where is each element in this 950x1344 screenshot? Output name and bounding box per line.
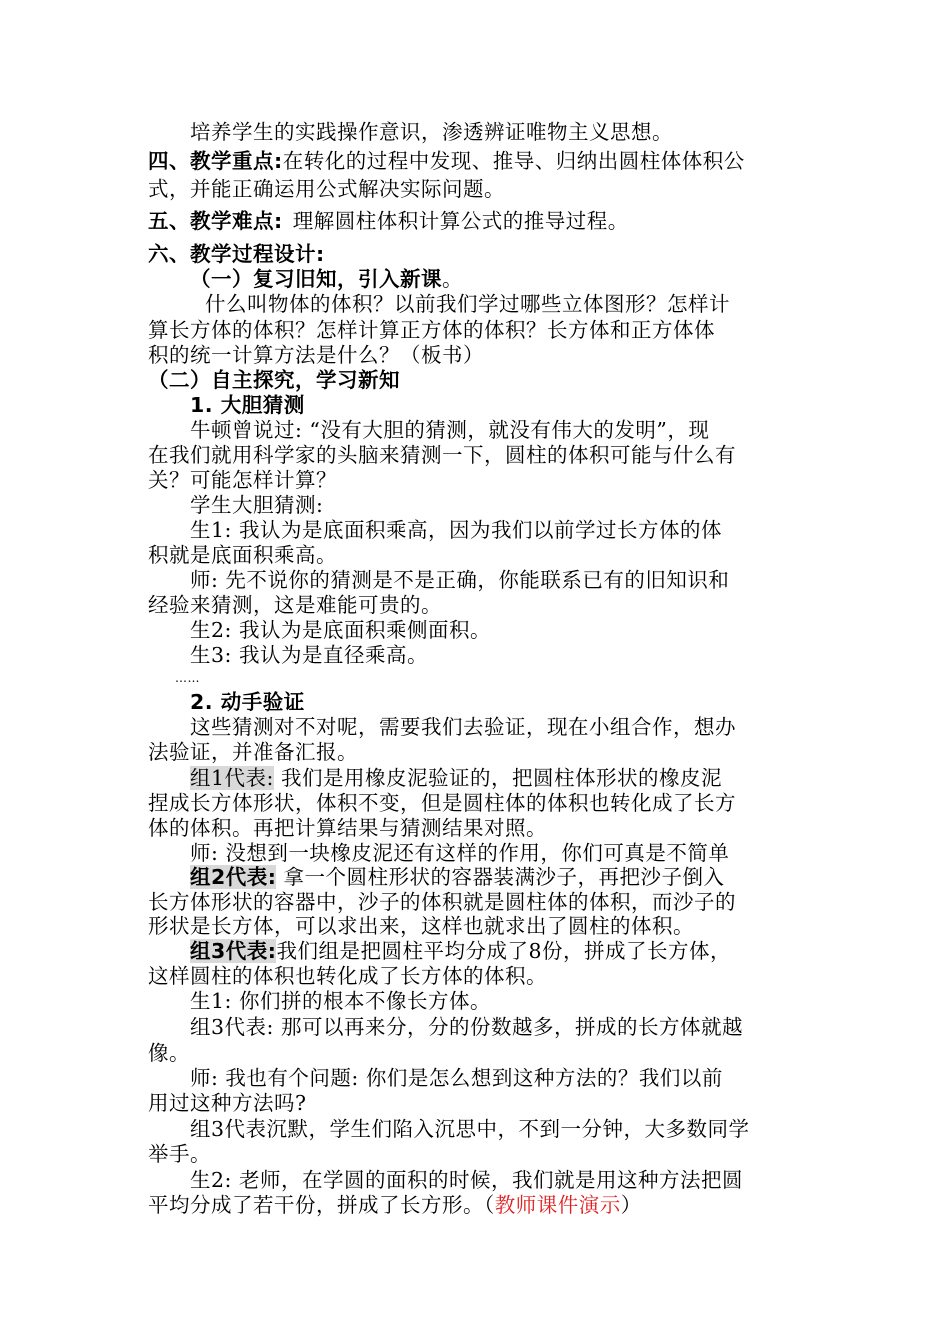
heading-teaching-difficulty (148, 207, 950, 235)
paragraph-line: 用过这种方法吗? (148, 1091, 307, 1115)
paragraph-line: 积就是底面积乘高。 (148, 543, 337, 567)
paragraph-line: 经验来猜测，这是难能可贵的。 (148, 593, 442, 617)
paragraph-line: 生2: 我认为是底面积乘侧面积。 (190, 618, 491, 642)
subsection-heading-verify: 2. 动手验证 (190, 690, 305, 714)
heading-teaching-process: 六、教学过程设计: (148, 242, 325, 266)
paragraph-line: 组3代表: 那可以再来分，分的份数越多，拼成的长方体就越 (190, 1015, 743, 1039)
paragraph-line: 在我们就用科学家的头脑来猜测一下，圆柱的体积可能与什么有 (148, 443, 736, 467)
paragraph-line: 培养学生的实践操作意识，渗透辨证唯物主义思想。 (190, 120, 673, 144)
paragraph-line: 这样圆柱的体积也转化成了长方体的体积。 (148, 964, 547, 988)
paragraph-line: 形状是长方体，可以求出来，这样也就求出了圆柱的体积。 (148, 914, 694, 938)
paragraph-line: 生1: 你们拼的根本不像长方体。 (190, 989, 491, 1013)
courseware-demo-note: 教师课件演示 (494, 1193, 621, 1217)
paragraph-line: 组3代表:我们组是把圆柱平均分成了8份，拼成了长方体， (190, 939, 732, 963)
paragraph-line: 学生大胆猜测: (190, 493, 324, 517)
paragraph-line: 算长方体的体积？怎样计算正方体的体积？长方体和正方体体 (148, 318, 715, 342)
heading-label: 五、教学难点: (148, 209, 283, 233)
paragraph-line: 法验证，并准备汇报。 (148, 740, 358, 764)
heading-teaching-focus (148, 147, 950, 175)
paragraph-line: 牛顿曾说过: “没有大胆的猜测，就没有伟大的发明”，现 (190, 418, 710, 442)
paragraph-line: 捏成长方体形状，体积不变，但是圆柱体的体积也转化成了长方 (148, 791, 736, 815)
heading-text: 理解圆柱体积计算公式的推导过程。 (292, 209, 629, 233)
group1-label: 组1代表: (190, 766, 274, 790)
paragraph-line: 组1代表: 我们是用橡皮泥验证的，把圆柱体形状的橡皮泥 (190, 766, 722, 790)
paragraph-line: 长方体形状的容器中，沙子的体积就是圆柱体的体积，而沙子的 (148, 890, 736, 914)
paragraph-line: 师: 我也有个问题: 你们是怎么想到这种方法的？我们以前 (190, 1066, 723, 1090)
paragraph-line: 什么叫物体的体积？以前我们学过哪些立体图形？怎样计 (205, 292, 730, 316)
section-heading-explore: （二）自主探究，学习新知 (148, 368, 400, 392)
paragraph-line: 式，并能正确运用公式解决实际问题。 (148, 177, 505, 201)
ellipsis: …… (175, 671, 200, 685)
paragraph-line: 组2代表: 拿一个圆柱形状的容器装满沙子，再把沙子倒入 (190, 865, 725, 889)
group2-label: 组2代表: (190, 865, 277, 889)
subsection-heading-guess: 1. 大胆猜测 (190, 393, 305, 417)
paragraph-line: 举手。 (148, 1142, 211, 1166)
paragraph-line: 生2: 老师，在学圆的面积的时候，我们就是用这种方法把圆 (190, 1168, 743, 1192)
paragraph-line: 生1: 我认为是底面积乘高，因为我们以前学过长方体的体 (190, 518, 722, 542)
paragraph-line: 生3: 我认为是直径乘高。 (190, 643, 428, 667)
heading-text: 在转化的过程中发现、推导、归纳出圆柱体体积公 (282, 149, 745, 173)
section-heading-review: （一）复习旧知，引入新课。 (190, 267, 463, 291)
paragraph-line: 积的统一计算方法是什么？（板书） (148, 343, 484, 367)
paragraph-line: 师: 先不说你的猜测是不是正确，你能联系已有的旧知识和 (190, 568, 730, 592)
paragraph-line: 组3代表沉默，学生们陷入沉思中，不到一分钟，大多数同学 (190, 1117, 750, 1141)
paragraph-line: 这些猜测对不对呢，需要我们去验证，现在小组合作，想办 (190, 715, 736, 739)
paragraph-line: 像。 (148, 1041, 190, 1065)
group3-label: 组3代表: (190, 939, 277, 963)
paragraph-line: 关？可能怎样计算？ (148, 468, 337, 492)
paragraph-line: 体的体积。再把计算结果与猜测结果对照。 (148, 816, 547, 840)
paragraph-line: 平均分成了若干份，拼成了长方形。（教师课件演示） (148, 1193, 642, 1217)
paragraph-line: 师: 没想到一块橡皮泥还有这样的作用，你们可真是不简单 (190, 841, 730, 865)
heading-label: 四、教学重点: (148, 149, 283, 173)
